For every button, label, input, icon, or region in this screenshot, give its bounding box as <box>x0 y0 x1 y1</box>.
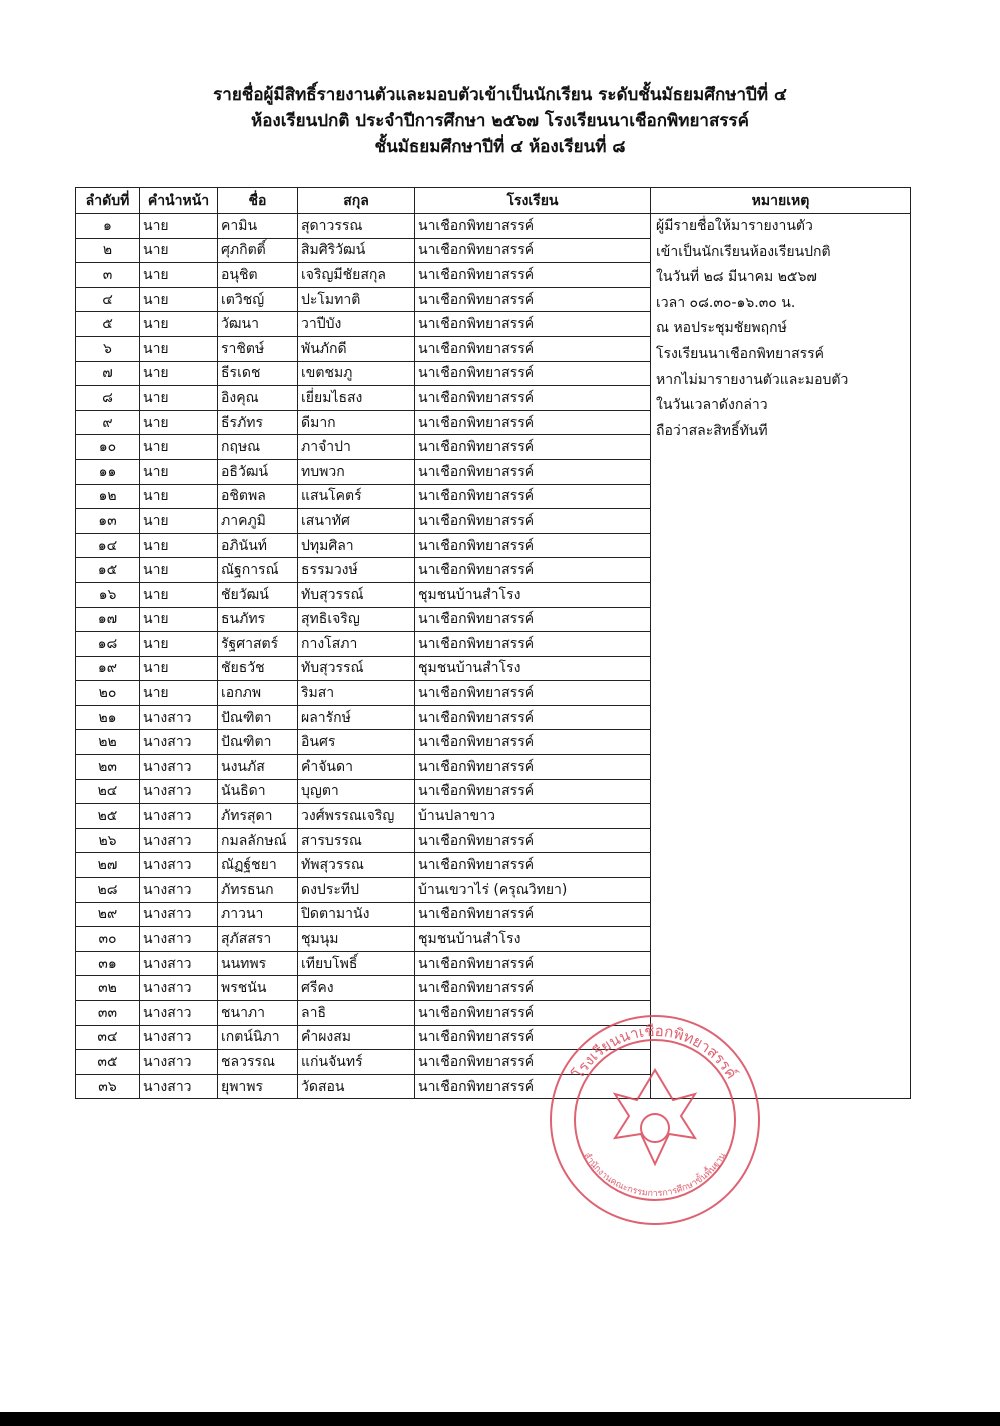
row-number: ๑๔ <box>76 533 140 558</box>
header-first-name: ชื่อ <box>218 188 298 214</box>
row-first-name: ปัณฑิตา <box>218 705 298 730</box>
row-last-name: สิมศิริวัฒน์ <box>298 238 415 263</box>
row-first-name: อิงคุณ <box>218 386 298 411</box>
row-last-name: ปทุมศิลา <box>298 533 415 558</box>
row-last-name: วงศ์พรรณเจริญ <box>298 804 415 829</box>
row-last-name: ปะโมทาติ <box>298 287 415 312</box>
remark-line: เข้าเป็นนักเรียนห้องเรียนปกติ <box>656 243 831 260</box>
remark-line: ถือว่าสละสิทธิ์ทันที <box>656 422 768 439</box>
row-number: ๒๗ <box>76 853 140 878</box>
row-last-name: ลาธิ <box>298 1001 415 1026</box>
row-prefix: นางสาว <box>140 755 218 780</box>
row-school: นาเชือกพิทยาสรรค์ <box>415 214 651 239</box>
remark-line: ผู้มีรายชื่อให้มารายงานตัว <box>656 218 813 234</box>
row-number: ๓๑ <box>76 951 140 976</box>
doc-title-line-3: ชั้นมัธยมศึกษาปีที่ ๔ ห้องเรียนที่ ๘ <box>374 137 626 157</box>
row-first-name: วัฒนา <box>218 312 298 337</box>
row-number: ๒๓ <box>76 755 140 780</box>
row-prefix: นาย <box>140 681 218 706</box>
row-number: ๒๕ <box>76 804 140 829</box>
row-first-name: ภาคภูมิ <box>218 509 298 534</box>
remark-line: เวลา ๐๘.๓๐-๑๖.๓๐ น. <box>656 294 796 311</box>
row-school: นาเชือกพิทยาสรรค์ <box>415 386 651 411</box>
row-number: ๓๕ <box>76 1050 140 1075</box>
row-first-name: ธีรเดช <box>218 361 298 386</box>
row-school: นาเชือกพิทยาสรรค์ <box>415 755 651 780</box>
row-first-name: ธนภัทร <box>218 607 298 632</box>
row-last-name: ปิดตามานัง <box>298 902 415 927</box>
doc-title-line-2: ห้องเรียนปกติ ประจำปีการศึกษา ๒๕๖๗ โรงเรียนนาเชือกพิทยาสรรค์ <box>251 111 749 131</box>
row-last-name: วาปีบัง <box>298 312 415 337</box>
row-prefix: นางสาว <box>140 1001 218 1026</box>
row-prefix: นาย <box>140 484 218 509</box>
row-school: นาเชือกพิทยาสรรค์ <box>415 336 651 361</box>
row-number: ๒๙ <box>76 902 140 927</box>
row-number: ๑๓ <box>76 509 140 534</box>
remark-line: โรงเรียนนาเชือกพิทยาสรรค์ <box>656 345 825 362</box>
row-number: ๑ <box>76 214 140 239</box>
row-last-name: เขตชมภู <box>298 361 415 386</box>
row-prefix: นางสาว <box>140 853 218 878</box>
row-school: นาเชือกพิทยาสรรค์ <box>415 1025 651 1050</box>
row-school: นาเชือกพิทยาสรรค์ <box>415 976 651 1001</box>
row-prefix: นาย <box>140 361 218 386</box>
remark-line: หากไม่มารายงานตัวและมอบตัว <box>656 371 849 388</box>
row-number: ๓๒ <box>76 976 140 1001</box>
student-roster-table <box>75 187 911 1099</box>
row-first-name: ภัทรธนก <box>218 878 298 903</box>
row-last-name: ศรีคง <box>298 976 415 1001</box>
row-number: ๗ <box>76 361 140 386</box>
header-no: ลำดับที่ <box>76 188 140 214</box>
row-number: ๑๑ <box>76 459 140 484</box>
row-prefix: นางสาว <box>140 951 218 976</box>
row-first-name: สุภัสสรา <box>218 927 298 952</box>
row-first-name: อธิวัฒน์ <box>218 459 298 484</box>
row-prefix: นาย <box>140 435 218 460</box>
row-last-name: สารบรรณ <box>298 828 415 853</box>
row-school: นาเชือกพิทยาสรรค์ <box>415 410 651 435</box>
row-first-name: ชัยวัฒน์ <box>218 582 298 607</box>
row-first-name: ณัฐการณ์ <box>218 558 298 583</box>
row-last-name: ทบพวก <box>298 459 415 484</box>
row-number: ๔ <box>76 287 140 312</box>
row-number: ๓๐ <box>76 927 140 952</box>
row-number: ๑๐ <box>76 435 140 460</box>
row-school: นาเชือกพิทยาสรรค์ <box>415 681 651 706</box>
row-number: ๑๖ <box>76 582 140 607</box>
row-school: นาเชือกพิทยาสรรค์ <box>415 312 651 337</box>
row-number: ๑๕ <box>76 558 140 583</box>
header-remark: หมายเหตุ <box>651 188 911 214</box>
row-number: ๓ <box>76 263 140 288</box>
bottom-black-bar <box>0 1412 1000 1426</box>
row-first-name: นนทพร <box>218 951 298 976</box>
row-prefix: นาย <box>140 410 218 435</box>
row-first-name: ธีรภัทร <box>218 410 298 435</box>
row-school: นาเชือกพิทยาสรรค์ <box>415 263 651 288</box>
row-last-name: อินศร <box>298 730 415 755</box>
row-last-name: เจริญมีชัยสกุล <box>298 263 415 288</box>
row-first-name: อชิตพล <box>218 484 298 509</box>
svg-text:สำนักงานคณะกรรมการการศึกษาขั้น <box>581 1151 728 1199</box>
row-school: นาเชือกพิทยาสรรค์ <box>415 705 651 730</box>
stamp-text-bottom: สำนักงานคณะกรรมการการศึกษาขั้นพื้นฐาน <box>581 1151 729 1200</box>
row-last-name: สุทธิเจริญ <box>298 607 415 632</box>
row-last-name: ดีมาก <box>298 410 415 435</box>
row-last-name: ดงประทีป <box>298 878 415 903</box>
row-school: นาเชือกพิทยาสรรค์ <box>415 238 651 263</box>
row-school: นาเชือกพิทยาสรรค์ <box>415 558 651 583</box>
table-row <box>76 214 911 239</box>
row-prefix: นาย <box>140 656 218 681</box>
remark-line: ในวันเวลาดังกล่าว <box>656 397 768 414</box>
row-first-name: คามิน <box>218 214 298 239</box>
row-prefix: นาย <box>140 336 218 361</box>
row-number: ๓๓ <box>76 1001 140 1026</box>
row-first-name: ชนาภา <box>218 1001 298 1026</box>
row-first-name: กมลลักษณ์ <box>218 828 298 853</box>
row-prefix: นาย <box>140 558 218 583</box>
row-last-name: เสนาทัศ <box>298 509 415 534</box>
row-school: นาเชือกพิทยาสรรค์ <box>415 435 651 460</box>
header-school: โรงเรียน <box>415 188 651 214</box>
row-school: ชุมชนบ้านสำโรง <box>415 927 651 952</box>
row-prefix: นาย <box>140 632 218 657</box>
row-prefix: นางสาว <box>140 1050 218 1075</box>
row-last-name: กางโสภา <box>298 632 415 657</box>
row-first-name: อภินันท์ <box>218 533 298 558</box>
row-last-name: คำผงสม <box>298 1025 415 1050</box>
row-prefix: นางสาว <box>140 804 218 829</box>
row-prefix: นางสาว <box>140 927 218 952</box>
row-last-name: ริมสา <box>298 681 415 706</box>
row-school: บ้านปลาขาว <box>415 804 651 829</box>
row-school: นาเชือกพิทยาสรรค์ <box>415 287 651 312</box>
row-first-name: นงนภัส <box>218 755 298 780</box>
row-school: นาเชือกพิทยาสรรค์ <box>415 828 651 853</box>
row-first-name: รัฐศาสตร์ <box>218 632 298 657</box>
row-first-name: ปัณฑิตา <box>218 730 298 755</box>
row-school: นาเชือกพิทยาสรรค์ <box>415 361 651 386</box>
row-number: ๖ <box>76 336 140 361</box>
row-school: นาเชือกพิทยาสรรค์ <box>415 951 651 976</box>
row-last-name: ภาจำปา <box>298 435 415 460</box>
header-last-name: สกุล <box>298 188 415 214</box>
row-school: นาเชือกพิทยาสรรค์ <box>415 632 651 657</box>
row-prefix: นาย <box>140 533 218 558</box>
row-last-name: วัดสอน <box>298 1074 415 1099</box>
row-prefix: นาย <box>140 509 218 534</box>
stamp-text-top: โรงเรียนนาเชือกพิทยาสรรค์ <box>569 1021 741 1083</box>
row-last-name: ทับสุวรรณ์ <box>298 582 415 607</box>
row-number: ๕ <box>76 312 140 337</box>
row-number: ๓๖ <box>76 1074 140 1099</box>
row-last-name: แสนโคตร์ <box>298 484 415 509</box>
row-last-name: บุญตา <box>298 779 415 804</box>
row-last-name: ทัพสุวรรณ <box>298 853 415 878</box>
table-header-row <box>76 188 911 214</box>
row-school: ชุมชนบ้านสำโรง <box>415 582 651 607</box>
row-last-name: เยี่ยมไธสง <box>298 386 415 411</box>
row-first-name: ราชิตษ์ <box>218 336 298 361</box>
row-number: ๒๖ <box>76 828 140 853</box>
row-prefix: นาย <box>140 238 218 263</box>
row-last-name: แก่นจันทร์ <box>298 1050 415 1075</box>
row-prefix: นาย <box>140 459 218 484</box>
row-prefix: นาย <box>140 582 218 607</box>
row-number: ๒๔ <box>76 779 140 804</box>
row-school: นาเชือกพิทยาสรรค์ <box>415 459 651 484</box>
row-first-name: นันธิดา <box>218 779 298 804</box>
row-first-name: เอกภพ <box>218 681 298 706</box>
row-first-name: ชลวรรณ <box>218 1050 298 1075</box>
row-school: บ้านเขวาไร่ (ครุณวิทยา) <box>415 878 651 903</box>
row-first-name: กฤษณ <box>218 435 298 460</box>
row-number: ๑๗ <box>76 607 140 632</box>
row-prefix: นาย <box>140 287 218 312</box>
row-school: นาเชือกพิทยาสรรค์ <box>415 1050 651 1075</box>
row-number: ๒๐ <box>76 681 140 706</box>
remark-cell <box>651 214 911 1099</box>
row-prefix: นาย <box>140 312 218 337</box>
row-last-name: ทับสุวรรณ์ <box>298 656 415 681</box>
row-number: ๒๒ <box>76 730 140 755</box>
row-school: ชุมชนบ้านสำโรง <box>415 656 651 681</box>
row-prefix: นางสาว <box>140 828 218 853</box>
row-prefix: นาย <box>140 607 218 632</box>
row-prefix: นางสาว <box>140 902 218 927</box>
row-school: นาเชือกพิทยาสรรค์ <box>415 1074 651 1099</box>
row-first-name: พรชนัน <box>218 976 298 1001</box>
row-prefix: นาย <box>140 386 218 411</box>
row-school: นาเชือกพิทยาสรรค์ <box>415 730 651 755</box>
row-first-name: ณัฏฐ์ชยา <box>218 853 298 878</box>
row-last-name: พันภักดี <box>298 336 415 361</box>
row-number: ๒๘ <box>76 878 140 903</box>
row-last-name: เทียบโพธิ์ <box>298 951 415 976</box>
row-last-name: ธรรมวงษ์ <box>298 558 415 583</box>
row-prefix: นาย <box>140 263 218 288</box>
row-school: นาเชือกพิทยาสรรค์ <box>415 533 651 558</box>
remark-line: ในวันที่ ๒๘ มีนาคม ๒๕๖๗ <box>656 269 817 286</box>
row-number: ๑๙ <box>76 656 140 681</box>
row-number: ๙ <box>76 410 140 435</box>
remark-line: ณ หอประชุมชัยพฤกษ์ <box>656 320 787 337</box>
row-school: นาเชือกพิทยาสรรค์ <box>415 1001 651 1026</box>
row-first-name: ภาวนา <box>218 902 298 927</box>
school-seal-stamp <box>545 1010 765 1230</box>
row-number: ๘ <box>76 386 140 411</box>
doc-title-line-1: รายชื่อผู้มีสิทธิ์รายงานตัวและมอบตัวเข้าเป็นนักเรียน ระดับชั้นมัธยมศึกษาปีที่ ๔ <box>213 85 787 105</box>
row-prefix: นางสาว <box>140 878 218 903</box>
row-number: ๓๔ <box>76 1025 140 1050</box>
row-number: ๒ <box>76 238 140 263</box>
row-last-name: คำจันดา <box>298 755 415 780</box>
row-school: นาเชือกพิทยาสรรค์ <box>415 484 651 509</box>
row-school: นาเชือกพิทยาสรรค์ <box>415 509 651 534</box>
row-first-name: อนุชิต <box>218 263 298 288</box>
row-prefix: นางสาว <box>140 1025 218 1050</box>
row-number: ๒๑ <box>76 705 140 730</box>
row-first-name: เกตน์นิภา <box>218 1025 298 1050</box>
row-last-name: ผลารักษ์ <box>298 705 415 730</box>
row-school: นาเชือกพิทยาสรรค์ <box>415 853 651 878</box>
row-prefix: นางสาว <box>140 705 218 730</box>
row-first-name: ยุพาพร <box>218 1074 298 1099</box>
row-last-name: ชุมนุม <box>298 927 415 952</box>
header-prefix: คำนำหน้า <box>140 188 218 214</box>
row-prefix: นางสาว <box>140 730 218 755</box>
row-school: นาเชือกพิทยาสรรค์ <box>415 779 651 804</box>
row-first-name: ภัทรสุดา <box>218 804 298 829</box>
row-school: นาเชือกพิทยาสรรค์ <box>415 902 651 927</box>
row-last-name: สุดาวรรณ <box>298 214 415 239</box>
row-number: ๑๒ <box>76 484 140 509</box>
svg-text:โรงเรียนนาเชือกพิทยาสรรค์ <box>569 1022 741 1082</box>
row-school: นาเชือกพิทยาสรรค์ <box>415 607 651 632</box>
row-first-name: ศุภกิตติ์ <box>218 238 298 263</box>
row-prefix: นางสาว <box>140 779 218 804</box>
row-prefix: นางสาว <box>140 1074 218 1099</box>
row-number: ๑๘ <box>76 632 140 657</box>
row-first-name: ชัยธวัช <box>218 656 298 681</box>
row-prefix: นาย <box>140 214 218 239</box>
row-prefix: นางสาว <box>140 976 218 1001</box>
row-first-name: เตวิชญ์ <box>218 287 298 312</box>
